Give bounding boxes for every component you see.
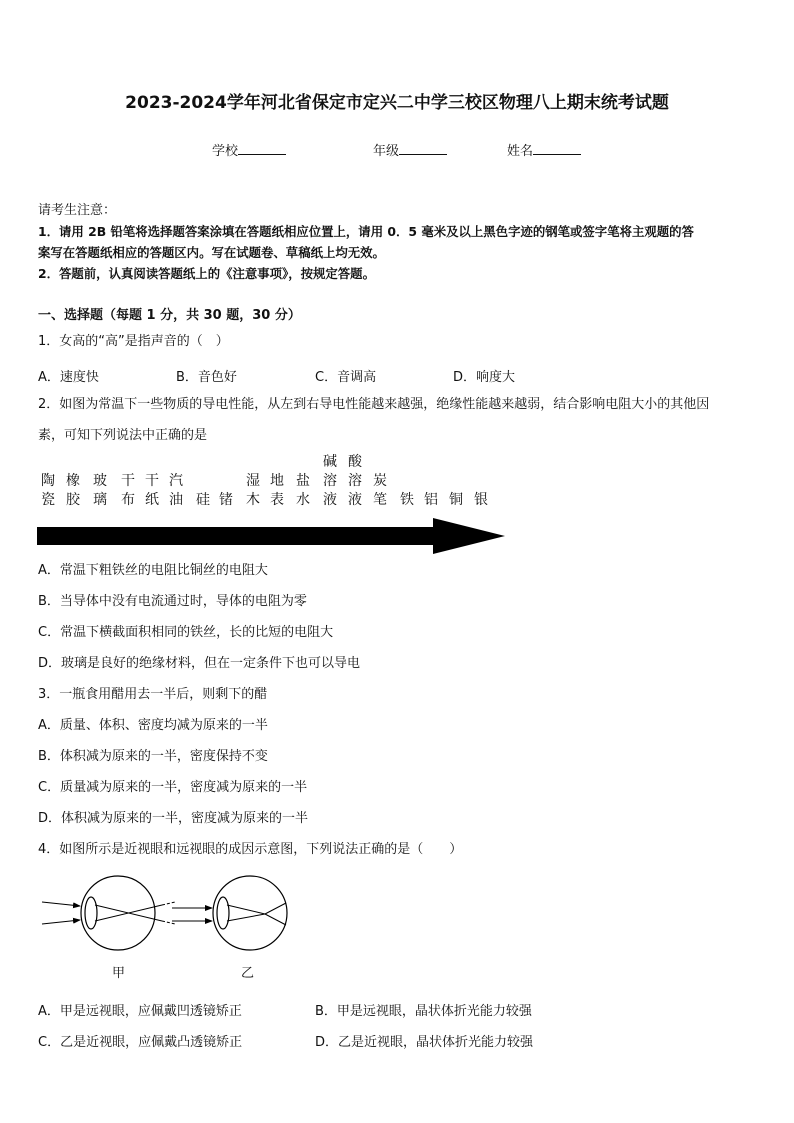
material-label: 酸 溶 液 [348, 454, 362, 508]
material-label: 玻 璃 [93, 473, 107, 508]
notice-line-2: 2．答题前，认真阅读答题纸上的《注意事项》，按规定答题。 [38, 266, 375, 281]
school-field [212, 140, 286, 159]
q4-stem: 4．如图所示是近视眼和远视眼的成因示意图，下列说法正确的是（ ） [38, 842, 463, 857]
eye-label-right: 乙 [241, 966, 255, 981]
grade-field [373, 140, 447, 159]
q3-stem: 3．一瓶食用醋用去一半后，则剩下的醋 [38, 687, 268, 702]
notice-line-1b: 案写在答题纸相应的答题区内。写在试题卷、草稿纸上均无效。 [38, 245, 385, 260]
q2-option-c: C．常温下横截面积相同的铁丝，长的比短的电阻大 [38, 625, 334, 640]
material-label: 湿 木 [246, 473, 260, 508]
school-blank [238, 141, 286, 155]
q1-option-b: B．音色好 [176, 370, 237, 385]
material-label: 炭 笔 [373, 473, 387, 508]
notice-heading: 请考生注意： [38, 203, 117, 218]
q4-option-c: C．乙是近视眼，应佩戴凸透镜矫正 [38, 1035, 243, 1050]
q4-option-a: A．甲是远视眼，应佩戴凹透镜矫正 [38, 1004, 242, 1019]
q1-option-a: A．速度快 [38, 370, 99, 385]
material-label: 橡 胶 [66, 473, 80, 508]
section-heading: 一、选择题（每题 1 分，共 30 题，30 分） [38, 308, 301, 323]
notice-line-1a: 1．请用 2B 铅笔将选择题答案涂填在答题纸相应位置上，请用 0．5 毫米及以上黑色字迹的钢笔或签字笔将主观题的答 [38, 224, 694, 239]
q3-option-b: B．体积减为原来的一半，密度保持不变 [38, 749, 268, 764]
material-label: 地 表 [270, 473, 284, 508]
material-label: 银 [474, 492, 488, 508]
q2-option-a: A．常温下粗铁丝的电阻比铜丝的电阻大 [38, 563, 268, 578]
grade-blank [399, 141, 447, 155]
q2-stem-line-1: 2．如图为常温下一些物质的导电性能，从左到右导电性能越来越强，绝缘性能越来越弱，结合影响电阻大小的其他因 [38, 397, 710, 412]
school-label: 学校 [212, 144, 239, 159]
eye-diagram-icon [40, 875, 300, 955]
q4-option-d: D．乙是近视眼，晶状体折光能力较强 [315, 1035, 534, 1050]
material-label: 锗 [219, 492, 233, 508]
q3-option-a: A．质量、体积、密度均减为原来的一半 [38, 718, 268, 733]
material-label: 盐 水 [296, 473, 310, 508]
material-label: 干 纸 [145, 473, 159, 508]
material-label: 干 布 [121, 473, 135, 508]
material-label: 陶 瓷 [41, 473, 55, 508]
q4-option-b: B．甲是远视眼，晶状体折光能力较强 [315, 1004, 532, 1019]
material-label: 汽 油 [169, 473, 183, 508]
name-blank [533, 141, 581, 155]
eye-label-left: 甲 [112, 966, 126, 981]
q1-stem: 1．女高的“高”是指声音的（ ） [38, 334, 229, 349]
q2-stem-line-2: 素，可知下列说法中正确的是 [38, 428, 208, 443]
name-field [507, 140, 581, 159]
conductivity-arrow-icon [37, 518, 507, 554]
grade-label: 年级 [373, 144, 400, 159]
q2-option-b: B．当导体中没有电流通过时，导体的电阻为零 [38, 594, 307, 609]
material-label: 铜 [449, 492, 463, 508]
material-label: 碱 溶 液 [323, 454, 337, 508]
q1-option-d: D．响度大 [453, 370, 516, 385]
q3-option-c: C．质量减为原来的一半，密度减为原来的一半 [38, 780, 308, 795]
name-label: 姓名 [507, 144, 534, 159]
q2-option-d: D．玻璃是良好的绝缘材料，但在一定条件下也可以导电 [38, 656, 361, 671]
material-label: 铁 [400, 492, 414, 508]
q1-option-c: C．音调高 [315, 370, 377, 385]
material-label: 硅 [196, 492, 210, 508]
exam-title: 2023-2024学年河北省保定市定兴二中学三校区物理八上期末统考试题 [125, 93, 669, 113]
q3-option-d: D．体积减为原来的一半，密度减为原来的一半 [38, 811, 309, 826]
material-label: 铝 [424, 492, 438, 508]
